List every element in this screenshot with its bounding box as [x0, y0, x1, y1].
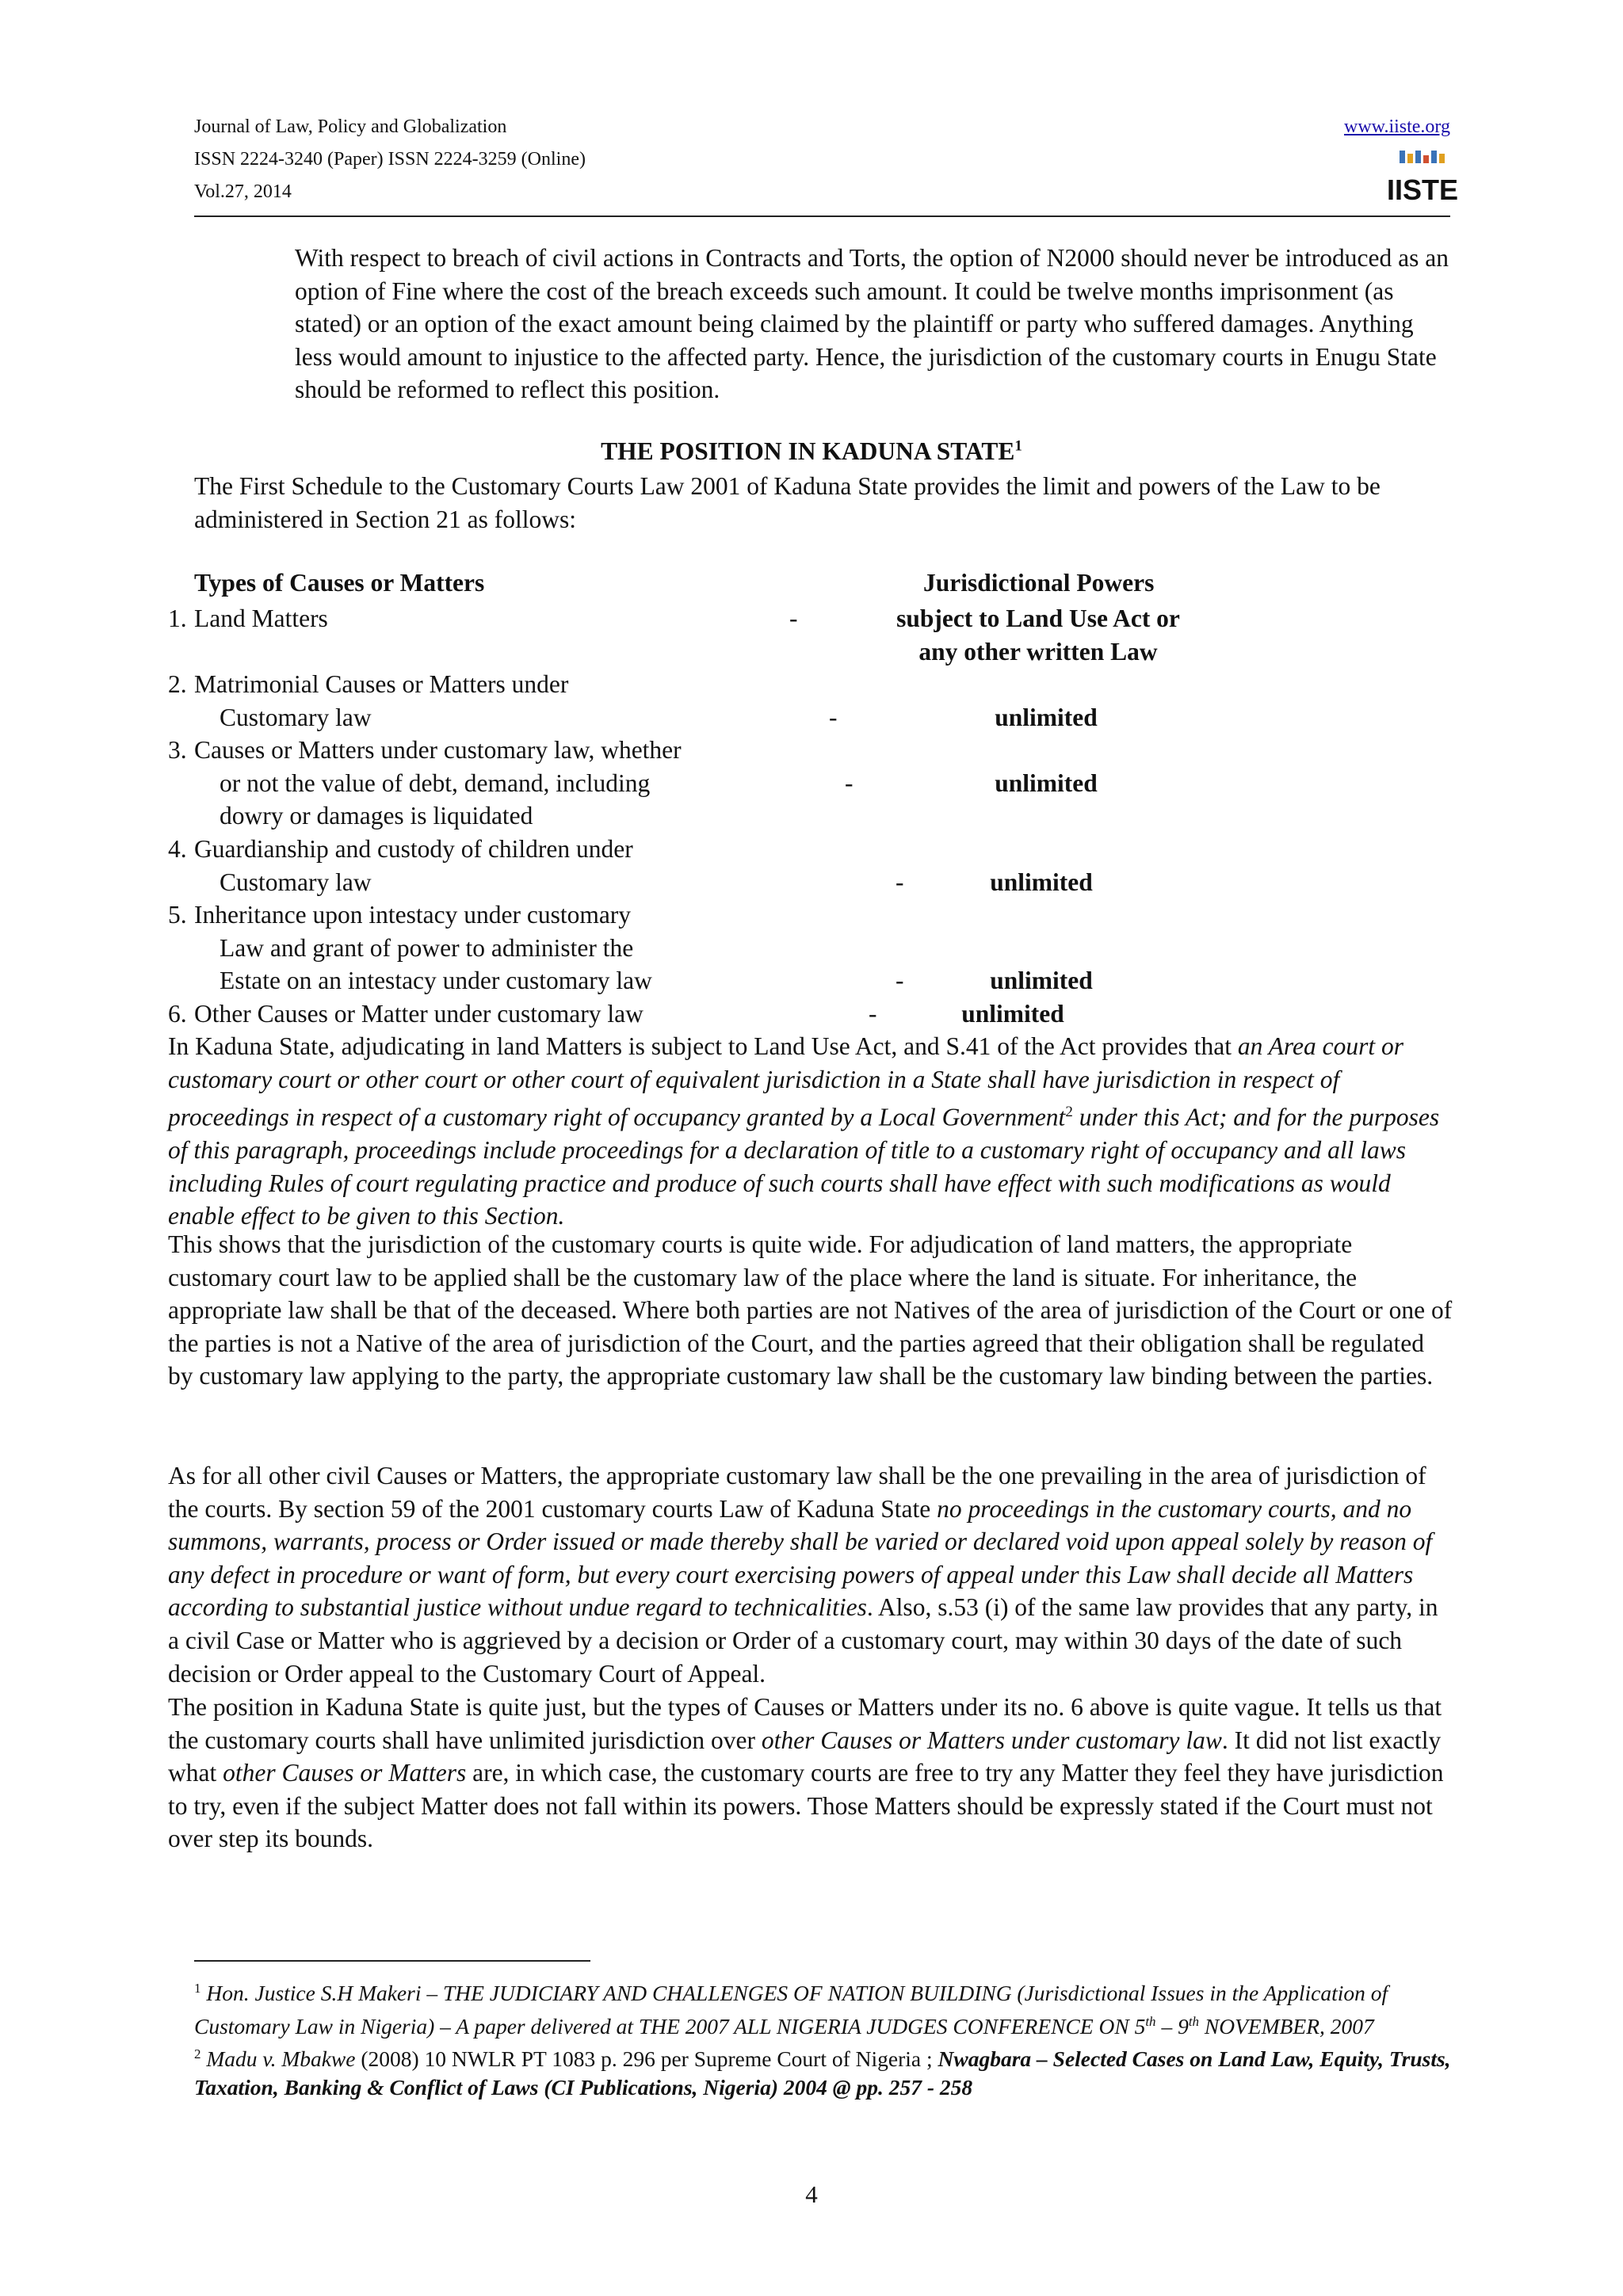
footnote-2: $^2$ Madu v. Mbakwe (2008) 10 NWLR PT 1083 p. 296 per Supreme Court of Nigeria ; Nwagbara – Selected Cases on Land Law, Equity, Trusts, Taxation, Banking & Conflict of Laws (CI Publications, Nigeria) 2004 @ pp. 257 - 258	[194, 2046, 1451, 2100]
footnotes	[194, 1974, 1454, 2101]
running-header	[194, 111, 1450, 208]
table-row: 6. Other Causes or Matter under customary law - unlimited	[168, 1000, 1064, 1028]
table-header-causes: Types of Causes or Matters	[194, 569, 485, 597]
table-row: 3. Causes or Matters under customary law, whether or not the value of debt, demand, including dowry or damages is liquidated - unlimited	[168, 736, 1098, 830]
kaduna-land-paragraph: In Kaduna State, adjudicating in land Matters is subject to Land Use Act, and S.41 of the Act provides that an Area court or customary court or other court or other court of equivalent jurisdiction in a State shall have jurisdiction in respect of proceedings in respect of a customary right of occupancy granted by a Local Government$^2$ under this Act; and for the purposes of this paragraph, proceedings include proceedings for a declaration of title to a customary right of occupancy and all laws including Rules of court regulating practice and produce of such courts shall have effect with such modifications as would enable effect to be given to this Section.	[168, 1032, 1440, 1230]
schedule-intro: The First Schedule to the Customary Courts Law 2001 of Kaduna State provides the limit and powers of the Law to be administered in Section 21 as follows:	[194, 472, 1381, 533]
table-header-powers: Jurisdictional Powers	[923, 569, 1155, 597]
footnote-ref-2[interactable]: 2	[1065, 1104, 1073, 1121]
issn-line: ISSN 2224-3240 (Paper) ISSN 2224-3259 (Online)	[194, 149, 586, 170]
table-row: 4. Guardianship and custody of children under Customary law - unlimited	[168, 835, 1093, 896]
intro-paragraph: With respect to breach of civil actions in Contracts and Torts, the option of N2000 should never be introduced as an option of Fine where the cost of the breach exceeds such amount. It could be twelve months imprisonment (as stated) or an option of the exact amount being claimed by the plaintiff or party who suffered damages. Anything less would amount to injustice to the affected party. Hence, the jurisdiction of the customary courts in Enugu State should be reformed to reflect this position.	[295, 244, 1449, 404]
volume-line: Vol.27, 2014	[194, 181, 292, 202]
table-row: 2. Matrimonial Causes or Matters under Customary law - unlimited	[168, 670, 1098, 731]
iiste-logo-icon	[1386, 149, 1459, 206]
journal-title: Journal of Law, Policy and Globalization	[194, 116, 507, 137]
page-number: 4	[805, 2180, 818, 2208]
jurisdiction-paragraph: This shows that the jurisdiction of the customary courts is quite wide. For adjudication of land matters, the appropriate customary court law to be applied shall be the customary law of the place where the land is situate. For inheritance, the appropriate law shall be that of the deceased. Where both parties are not Natives of the area of jurisdiction of the Court or one of the parties is not a Native of the area of jurisdiction of the Court, and the parties agreed that their obligation shall be regulated by customary law applying to the party, the appropriate customary law shall be the customary law binding between the parties.	[168, 1230, 1453, 1390]
section-heading: THE POSITION IN KADUNA STATE$^1$	[601, 437, 1022, 465]
footnote-ref-1[interactable]: 1	[1014, 437, 1022, 455]
footnote-rule	[194, 1960, 590, 1962]
svg-text:IISTE: IISTE	[1386, 174, 1459, 206]
website-link[interactable]: www.iiste.org	[1344, 116, 1450, 137]
other-matters-paragraph: As for all other civil Causes or Matters, the appropriate customary law shall be the one prevailing in the area of jurisdiction of the courts. By section 59 of the 2001 customary courts Law of Kaduna State no proceedings in the customary courts, and no summons, warrants, process or Order issued or made thereby shall be varied or declared void upon appeal solely by reason of any defect in procedure or want of form, but every court exercising powers of appeal under this Law shall decide all Matters according to substantial justice without undue regard to technicalities. Also, s.53 (i) of the same law provides that any party, in a civil Case or Matter who is aggrieved by a decision or Order of a customary court, may within 30 days of the date of such decision or Order appeal to the Customary Court of Appeal.	[168, 1462, 1438, 1688]
table-row: 1. Land Matters - subject to Land Use Act or any other written Law	[168, 605, 1180, 666]
position-paragraph: The position in Kaduna State is quite just, but the types of Causes or Matters under its no. 6 above is quite vague. It tells us that the customary courts shall have unlimited jurisdiction over other Causes or Matters under customary law. It did not list exactly what other Causes or Matters are, in which case, the customary courts are free to try any Matter they feel they have jurisdiction to try, even if the subject Matter does not fall within its powers. Those Matters should be expressly stated if the Court must not over step its bounds.	[168, 1693, 1444, 1853]
header-rule	[194, 215, 1450, 217]
table-row: 5. Inheritance upon intestacy under customary Law and grant of power to administer the Estate on an intestacy under customary law - unlimited	[168, 901, 1093, 995]
footnote-1: $^1$ Hon. Justice S.H Makeri – THE JUDICIARY AND CHALLENGES OF NATION BUILDING (Jurisdictional Issues in the Application of Customary Law in Nigeria) – A paper delivered at THE 2007 ALL NIGERIA JUDGES CONFERENCE ON 5th – 9th NOVEMBER, 2007	[194, 1981, 1388, 2039]
